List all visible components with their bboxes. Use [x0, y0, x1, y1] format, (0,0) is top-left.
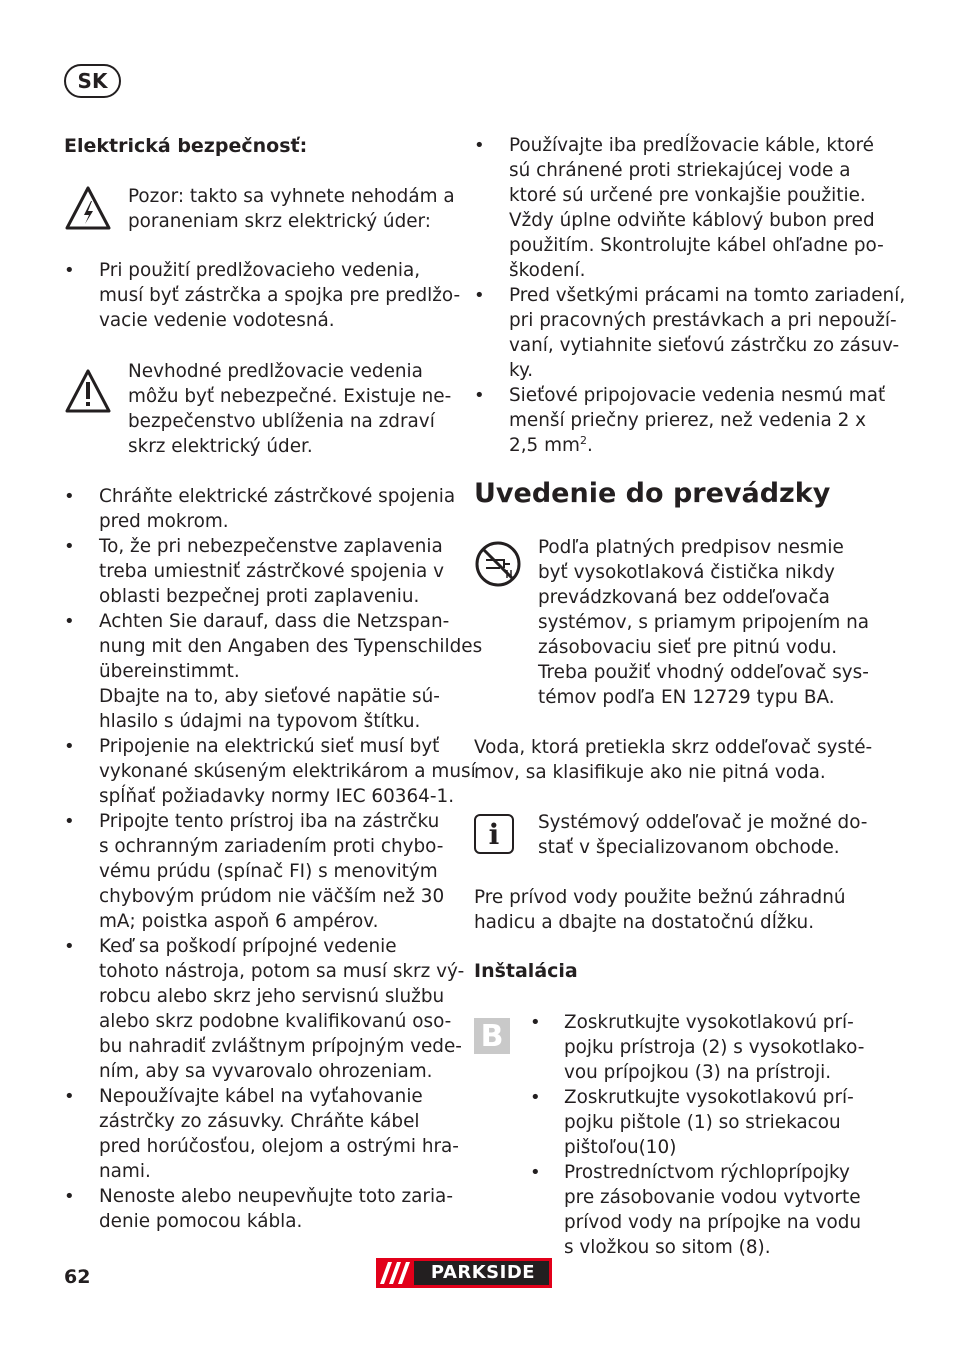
page-number: 62 — [64, 1266, 91, 1288]
hose-paragraph: Pre prívod vody použite bežnú záhradnú hadicu a dbajte na dostatočnú dĺžku. — [474, 887, 846, 933]
list-item: • Keď sa poškodí prípojné vedenie tohoto nástroja, potom sa musí skrz vý- robcu alebo skrz jeho servisnú službu alebo skrz podobne kvalifikovanú oso- bu nahradiť zvláštnym prípojným vede- ním, aby sa vyvarovalo ohrozeniam. — [64, 936, 465, 1082]
water-notice-text: Podľa platných predpisov nesmie byť vysokotlaková čistička nikdy prevádzkovaná bez oddeľovača systémov, s priamym pripojením na zásobovaciu sieť pre pitnú vodu. Treba použiť vhodný oddeľovač sys- témov podľa EN 12729 typu BA. — [538, 537, 870, 708]
no-drinking-water-connection-icon — [474, 540, 522, 588]
electric-warning-text: Pozor: takto sa vyhnete nehodám a poraneniam skrz elektrický úder: — [128, 186, 455, 232]
list-item: • Zoskrutkujte vysokotlakovú prí- pojku pištole (1) so striekacou pištoľou(10) — [530, 1087, 854, 1158]
list-item: • Prostredníctvom rýchloprípojky pre zásobovanie vodou vytvorte prívod vody na prípojke na vodu s vložkou so sitom (8). — [530, 1162, 862, 1258]
list-item: • Chráňte elektrické zástrčkové spojenia pred mokrom. — [64, 486, 456, 532]
caution-warning-icon — [64, 368, 112, 414]
section-heading-electrical-safety: Elektrická bezpečnosť: — [64, 135, 308, 157]
list-item: • Zoskrutkujte vysokotlakovú prí- pojku prístroja (2) s vysokotlako- vou prípojkou (3) na prístroji. — [530, 1012, 865, 1083]
list-item: • Achten Sie darauf, dass die Netzspan- nung mit den Angaben des Typenschildes übereinstimmt. Dbajte na to, aby sieťové napätie sú- hlasilo s údajmi na typovom štítku. — [64, 611, 483, 732]
installation-bullet-list — [530, 1010, 864, 1260]
parkside-logo — [376, 1258, 552, 1288]
section-heading-installation: Inštalácia — [474, 960, 578, 982]
brand-name: PARKSIDE — [430, 1262, 536, 1283]
electric-warning-icon — [64, 185, 112, 231]
list-item: • Pri použití predlžovacieho vedenia, musí byť zástrčka a spojka pre predlžo- vacie vedenie vodotesná. — [64, 260, 461, 331]
list-item: • Sieťové pripojovacie vedenia nesmú mať menší priečny prierez, než vedenia 2 x 2,5 $mm^2$. — [474, 385, 886, 456]
list-item: • Pred všetkými prácami na tomto zariadení, pri pracovných prestávkach a pri nepouží- vaní, vytiahnite sieťovú zástrčku zo zásuv- ky. — [474, 285, 906, 381]
list-item: • Používajte iba predĺžovacie káble, ktoré sú chránené proti striekajúcej vode a ktoré sú určené pre vonkajšie použitie. Vždy úplne odviňte káblový bubon pred použitím. Skontrolujte kábel ohľadne po- škodení. — [474, 135, 884, 281]
water-classification-paragraph: Voda, ktorá pretiekla skrz oddeľovač systé- mov, sa klasifikuje ako nie pitná voda. — [474, 737, 873, 783]
list-item: • To, že pri nebezpečenstve zaplavenia treba umiestniť zástrčkové spojenia v oblasti bezpečnej proti zaplaveniu. — [64, 536, 445, 607]
list-item: • Nepoužívajte kábel na vyťahovanie zástrčky zo zásuvky. Chráňte kábel pred horúčosťou, olejom a ostrými hra- nami. — [64, 1086, 459, 1182]
info-icon: i — [474, 814, 514, 854]
list-item: • Nenoste alebo neupevňujte toto zaria- denie pomocou kábla. — [64, 1186, 453, 1232]
safety-bullet-list — [64, 484, 482, 1234]
info-text: Systémový oddeľovač je možné do- stať v špecializovanom obchode. — [538, 812, 868, 858]
list-item: • Pripojte tento prístroj iba na zástrčku s ochranným zariadením proti chybo- vému prúdu (spínač FI) s menovitým chybovým prúdom nie väčším než 30 mA; poistka aspoň 6 ampérov. — [64, 811, 445, 932]
section-heading-commissioning: Uvedenie do prevádzky — [474, 478, 831, 509]
language-badge: SK — [64, 64, 121, 98]
figure-reference-badge: B — [474, 1018, 510, 1054]
list-item: • Pripojenie na elektrickú sieť musí byť vykonané skúseným elektrikárom a musí spĺňať požiadavky normy IEC 60364-1. — [64, 736, 476, 807]
caution-warning-text: Nevhodné predlžovacie vedenia môžu byť nebezpečné. Existuje ne- bezpečenstvo ublíženia na zdraví skrz elektrický úder. — [128, 361, 452, 457]
cable-bullet-list — [474, 133, 905, 458]
